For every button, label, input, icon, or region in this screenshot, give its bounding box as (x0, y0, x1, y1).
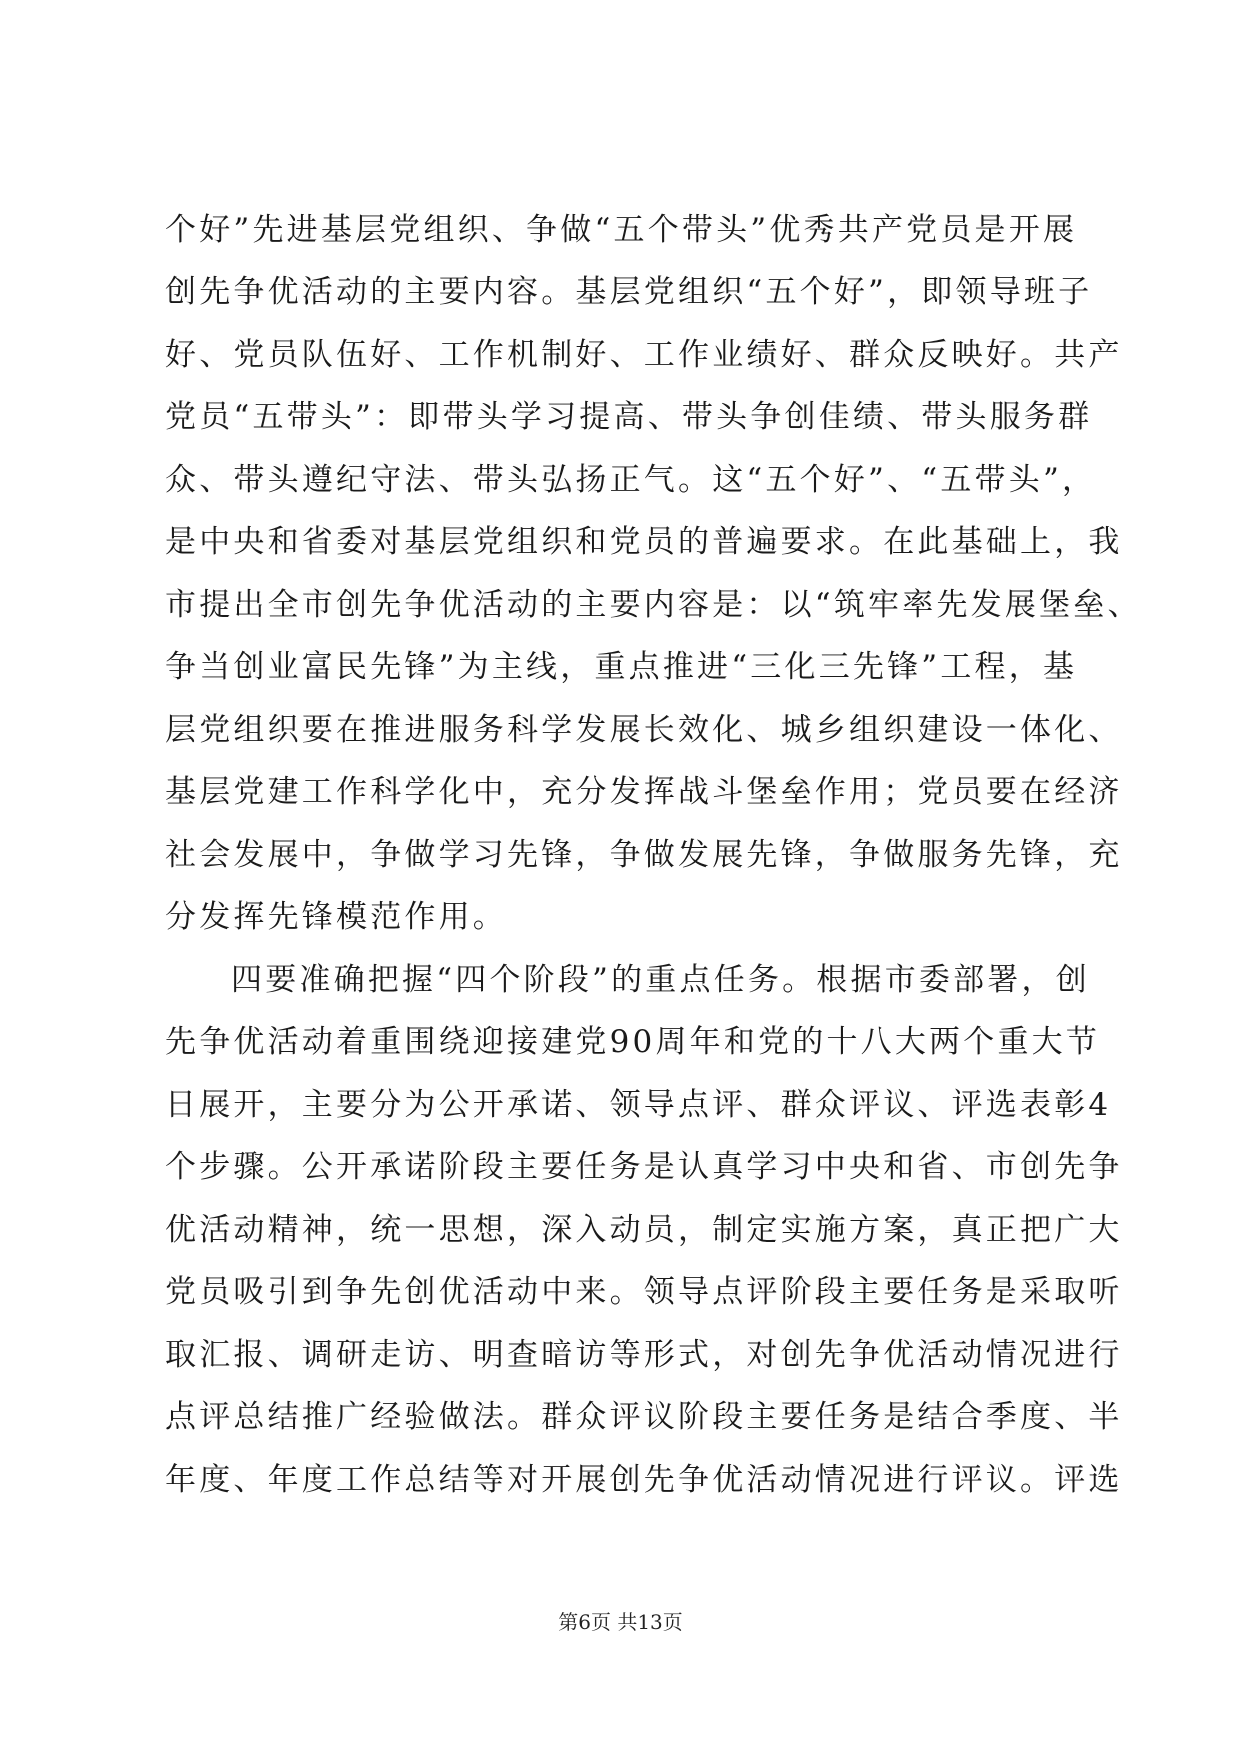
text-line: 好、党员队伍好、工作机制好、工作业绩好、群众反映好。共产 (165, 337, 1123, 373)
text-line: 分发挥先锋模范作用。 (165, 899, 507, 935)
text-line: 层党组织要在推进服务科学发展长效化、城乡组织建设一体化、 (165, 712, 1123, 748)
text-line: 年度、年度工作总结等对开展创先争优活动情况进行评议。评选 (165, 1462, 1123, 1498)
text-line: 党员吸引到争先创优活动中来。领导点评阶段主要任务是采取听 (165, 1274, 1123, 1310)
text-line: 众、带头遵纪守法、带头弘扬正气。这“五个好”、“五带头”， (165, 462, 1097, 498)
text-line: 个步骤。公开承诺阶段主要任务是认真学习中央和省、市创先争 (165, 1149, 1123, 1185)
text-line: 个好”先进基层党组织、争做“五个带头”优秀共产党员是开展 (165, 212, 1078, 248)
text-line: 点评总结推广经验做法。群众评议阶段主要任务是结合季度、半 (165, 1399, 1123, 1435)
text-line: 争当创业富民先锋”为主线，重点推进“三化三先锋”工程，基 (165, 649, 1078, 685)
text-line: 日展开，主要分为公开承诺、领导点评、群众评议、评选表彰4 (165, 1087, 1112, 1123)
text-line: 市提出全市创先争优活动的主要内容是：以“筑牢率先发展堡垒、 (165, 587, 1142, 623)
text-line: 党员“五带头”：即带头学习提高、带头争创佳绩、带头服务群 (165, 399, 1093, 435)
text-line: 是中央和省委对基层党组织和党员的普遍要求。在此基础上，我 (165, 524, 1123, 560)
text-line: 优活动精神，统一思想，深入动员，制定实施方案，真正把广大 (165, 1212, 1123, 1248)
paragraph-first-line: 四要准确把握“四个阶段”的重点任务。根据市委部署，创 (231, 962, 1090, 998)
text-line: 基层党建工作科学化中，充分发挥战斗堡垒作用；党员要在经济 (165, 774, 1123, 810)
text-line: 取汇报、调研走访、明查暗访等形式，对创先争优活动情况进行 (165, 1337, 1123, 1373)
page-number-footer: 第6页 共13页 (558, 1610, 683, 1634)
text-line: 社会发展中，争做学习先锋，争做发展先锋，争做服务先锋，充 (165, 837, 1123, 873)
text-line: 先争优活动着重围绕迎接建党90周年和党的十八大两个重大节 (165, 1024, 1101, 1060)
text-line: 创先争优活动的主要内容。基层党组织“五个好”，即领导班子 (165, 274, 1093, 310)
